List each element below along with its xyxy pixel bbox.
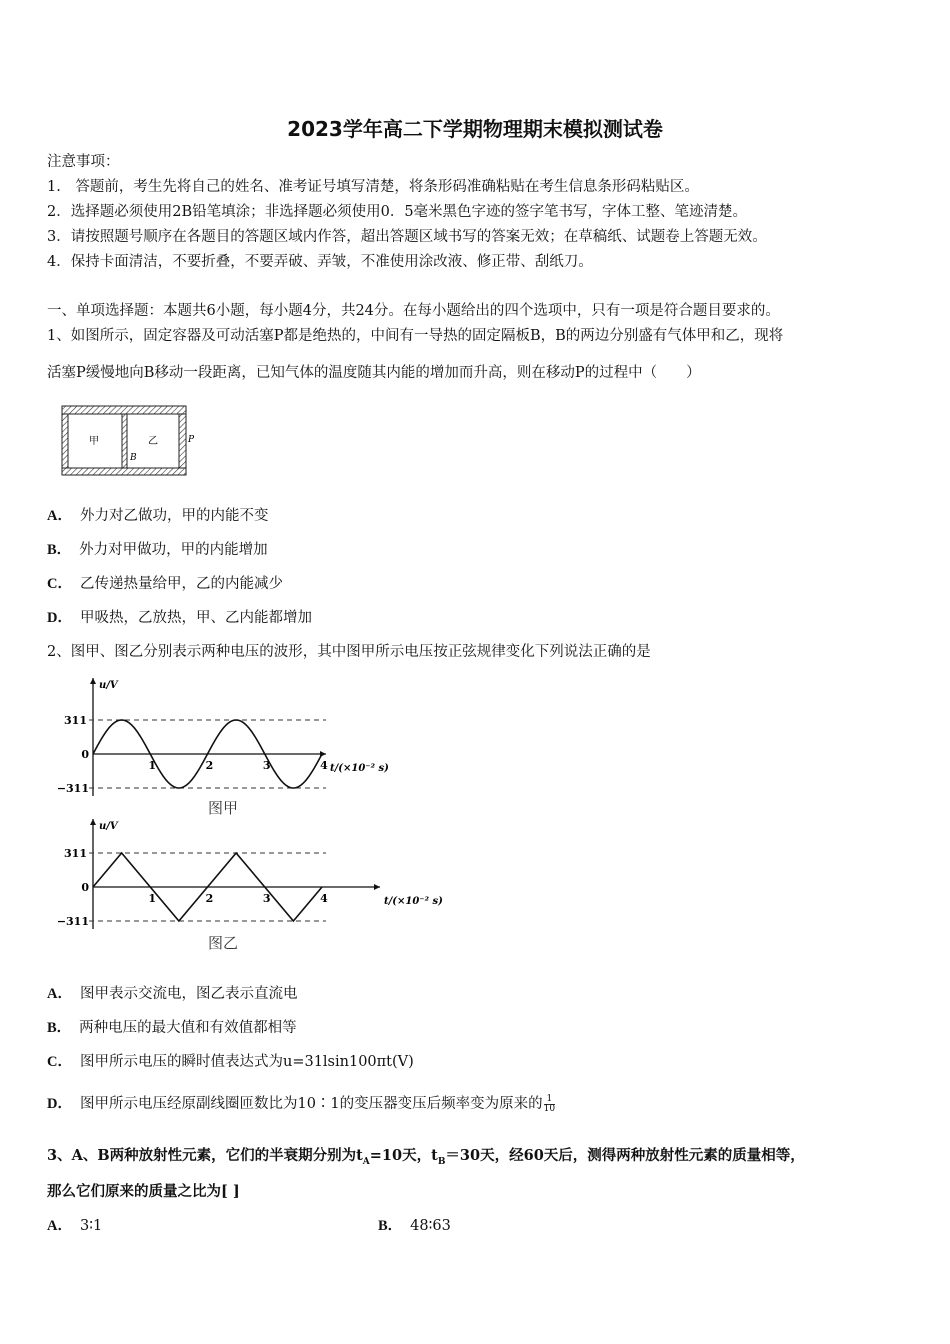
page-title: 2023学年高二下学期物理期末模拟测试卷: [287, 117, 663, 141]
q1-stem-line2: 活塞P缓慢地向B移动一段距离，已知气体的温度随其内能的增加而升高，则在移动P的过程中（ ）: [47, 365, 701, 381]
chart-caption: 图乙: [207, 934, 239, 952]
q1-stem-line1: 1、如图所示，固定容器及可动活塞P都是绝热的，中间有一导热的固定隔板B，B的两边分别盛有气体甲和乙，现将: [47, 328, 784, 344]
q1-option-d[interactable]: [47, 608, 312, 628]
option-letter: D．: [47, 1096, 72, 1112]
y-tick-label: 311: [64, 847, 87, 860]
section-heading: 一、单项选择题：本题共6小题，每小题4分，共24分。在每小题给出的四个选项中，只有一项是符合题目要求的。: [47, 303, 780, 319]
q3-text-a: 3、A、B两种放射性元素，它们的半衰期分别为t: [47, 1147, 363, 1164]
x-axis-arrow: [374, 884, 380, 890]
notice-heading: 注意事项：: [47, 154, 120, 170]
q3-sub-b: B: [437, 1156, 446, 1167]
option-text: 图甲所示电压的瞬时值表达式为u=31lsin100πt(V): [79, 1054, 414, 1070]
notice-item: 3．请按照题号顺序在各题目的答题区域内作答，超出答题区域书写的答案无效；在草稿纸、试题卷上答题无效。: [47, 229, 767, 245]
option-letter: D．: [47, 610, 72, 626]
option-letter: C．: [47, 576, 72, 592]
q3-stem-line2: 那么它们原来的质量之比为[ ]: [47, 1183, 240, 1200]
y-axis-label: u/V: [99, 821, 118, 832]
q2-option-b[interactable]: [47, 1018, 297, 1038]
gas-yi-label: 乙: [148, 436, 158, 447]
q3-stem-line1: [47, 1146, 805, 1172]
partition-label: B: [130, 453, 137, 463]
y-tick-label: −311: [56, 782, 89, 795]
y-axis-arrow: [90, 678, 96, 684]
option-text: 图甲表示交流电，图乙表示直流电: [79, 986, 298, 1002]
x-tick-label: 1: [148, 759, 157, 772]
option-text: 外力对乙做功，甲的内能不变: [79, 508, 269, 524]
y-tick-label: −311: [56, 915, 89, 928]
x-tick-label: 1: [148, 892, 157, 905]
option-letter: A．: [47, 1218, 72, 1234]
gas-jia-label: 甲: [89, 436, 99, 447]
option-letter: A．: [47, 508, 72, 524]
notice-item: 2．选择题必须使用2B铅笔填涂；非选择题必须使用0．5毫米黑色字迹的签字笔书写，字体工整、笔迹清楚。: [47, 204, 748, 220]
q1-option-c[interactable]: [47, 574, 283, 594]
option-letter: B．: [47, 1020, 72, 1036]
option-letter: B．: [378, 1218, 403, 1234]
partition-b: [122, 414, 127, 468]
fraction-numerator: 1: [544, 1095, 555, 1105]
option-letter: C．: [47, 1054, 72, 1070]
q2-stem: 2、图甲、图乙分别表示两种电压的波形，其中图甲所示电压按正弦规律变化下列说法正确的是: [47, 644, 651, 660]
chart-jia: [50, 672, 450, 822]
y-tick-label: 311: [64, 714, 87, 727]
option-text: 外力对甲做功，甲的内能增加: [79, 542, 268, 558]
origin-label: 0: [81, 748, 89, 761]
origin-label: 0: [81, 881, 89, 894]
y-axis-arrow: [90, 819, 96, 825]
q1-container-figure: [58, 402, 198, 477]
option-letter: B．: [47, 542, 72, 558]
fraction-denominator: 10: [543, 1103, 556, 1114]
option-text: 图甲所示电压经原副线圈匝数比为10∶1的变压器变压后频率变为原来的: [79, 1096, 543, 1112]
q1-option-a[interactable]: [47, 506, 268, 526]
x-tick-label: 3: [262, 892, 271, 905]
q3-text-b: =10天，t: [369, 1147, 438, 1164]
fraction: [544, 1095, 555, 1114]
x-tick-label: 2: [205, 759, 214, 772]
q3-sub-a: A: [362, 1156, 370, 1167]
x-tick-label: 3: [262, 759, 271, 772]
option-text: 甲吸热，乙放热，甲、乙内能都增加: [79, 610, 312, 626]
q2-option-a[interactable]: [47, 984, 297, 1004]
q3-option-b[interactable]: [378, 1216, 451, 1236]
x-axis-label: t/(×10⁻² s): [384, 896, 443, 907]
q3-option-a[interactable]: [47, 1216, 102, 1236]
x-tick-label: 4: [320, 892, 328, 905]
piston-p: [179, 414, 186, 468]
option-text: 48∶63: [410, 1218, 451, 1234]
x-tick-label: 4: [320, 759, 328, 772]
q3-text-c: ＝30天，经60天后，测得两种放射性元素的质量相等，: [445, 1147, 805, 1164]
chart-yi: [50, 815, 450, 965]
option-text: 3∶1: [79, 1218, 103, 1234]
q1-option-b[interactable]: [47, 540, 268, 560]
option-text: 乙传递热量给甲，乙的内能减少: [79, 576, 283, 592]
y-axis-label: u/V: [99, 680, 118, 691]
piston-label: P: [188, 435, 195, 445]
x-tick-label: 2: [205, 892, 214, 905]
q2-option-d[interactable]: [47, 1094, 555, 1114]
notice-item: 4．保持卡面清洁，不要折叠，不要弄破、弄皱，不准使用涂改液、修正带、刮纸刀。: [47, 254, 593, 270]
chart-caption: 图甲: [207, 799, 239, 817]
x-axis-label: t/(×10⁻² s): [330, 763, 389, 774]
notice-item: 1. 答题前，考生先将自己的姓名、准考证号填写清楚，将条形码准确粘贴在考生信息条形码粘贴区。: [47, 179, 699, 195]
q2-option-c[interactable]: [47, 1052, 414, 1072]
option-letter: A．: [47, 986, 72, 1002]
option-text: 两种电压的最大值和有效值都相等: [79, 1020, 297, 1036]
